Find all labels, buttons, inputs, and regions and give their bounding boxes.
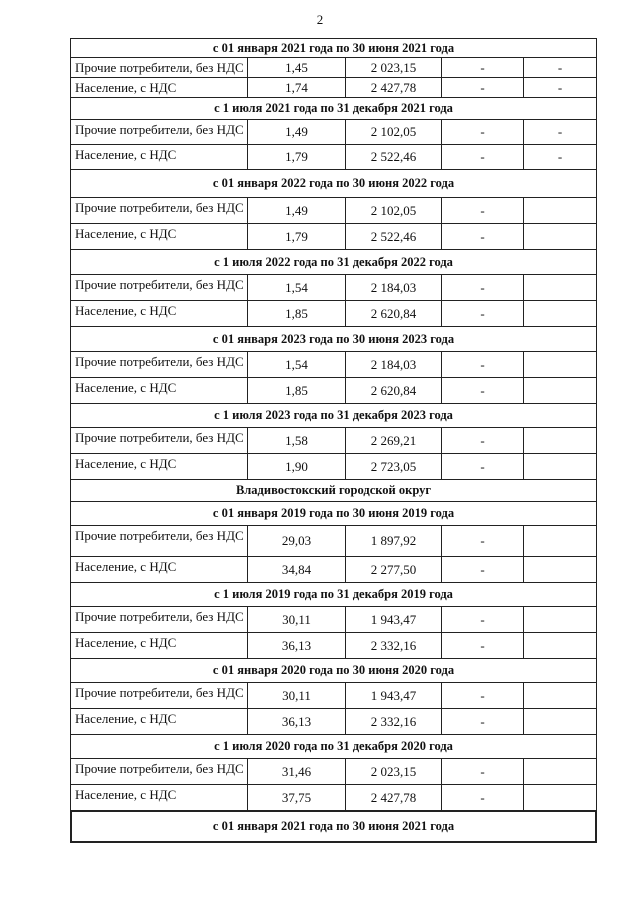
table-row: [70, 785, 597, 811]
rate-value: 36,13: [248, 709, 346, 734]
table-row: [70, 454, 597, 480]
period-header: с 1 июля 2021 года по 31 декабря 2021 года: [70, 98, 597, 120]
extra-cell: [524, 275, 596, 300]
table-row: [70, 275, 597, 301]
rate-value: 1,54: [248, 275, 346, 300]
tariff-value: 2 277,50: [346, 557, 442, 582]
table-row: [70, 352, 597, 378]
tariff-value: 2 427,78: [346, 785, 442, 810]
extra-cell: [524, 557, 596, 582]
dash-cell: -: [442, 428, 524, 453]
dash-cell: -: [442, 526, 524, 556]
dash-cell: -: [442, 759, 524, 784]
extra-cell: [524, 526, 596, 556]
rate-value: 30,11: [248, 683, 346, 708]
rate-value: 1,79: [248, 224, 346, 249]
consumer-label: Прочие потребители, без НДС: [71, 352, 248, 377]
rate-value: 1,90: [248, 454, 346, 479]
period-header: с 01 января 2022 года по 30 июня 2022 года: [70, 170, 597, 198]
rate-value: 31,46: [248, 759, 346, 784]
consumer-label: Прочие потребители, без НДС: [71, 759, 248, 784]
tariff-value: 2 522,46: [346, 145, 442, 169]
consumer-label: Население, с НДС: [71, 454, 248, 479]
rate-value: 1,49: [248, 198, 346, 223]
consumer-label: Население, с НДС: [71, 301, 248, 326]
dash-cell: -: [442, 785, 524, 810]
tariff-value: 2 184,03: [346, 352, 442, 377]
rate-value: 1,58: [248, 428, 346, 453]
tariff-value: 2 332,16: [346, 709, 442, 734]
table-row: [70, 633, 597, 659]
period-header: с 01 января 2019 года по 30 июня 2019 года: [70, 502, 597, 526]
extra-cell: [524, 198, 596, 223]
rate-value: 1,85: [248, 378, 346, 403]
dash-cell: -: [442, 58, 524, 77]
tariff-value: 1 943,47: [346, 683, 442, 708]
tariff-value: 2 023,15: [346, 58, 442, 77]
period-header: с 01 января 2021 года по 30 июня 2021 года: [70, 811, 597, 843]
dash-cell: -: [442, 709, 524, 734]
period-header: с 01 января 2020 года по 30 июня 2020 года: [70, 659, 597, 683]
tariff-value: 2 723,05: [346, 454, 442, 479]
consumer-label: Прочие потребители, без НДС: [71, 275, 248, 300]
tariff-value: 2 102,05: [346, 120, 442, 144]
table-row: [70, 198, 597, 224]
table-row: [70, 58, 597, 78]
consumer-label: Население, с НДС: [71, 557, 248, 582]
consumer-label: Прочие потребители, без НДС: [71, 683, 248, 708]
consumer-label: Прочие потребители, без НДС: [71, 198, 248, 223]
dash-cell: -: [442, 198, 524, 223]
tariff-value: 2 332,16: [346, 633, 442, 658]
consumer-label: Прочие потребители, без НДС: [71, 428, 248, 453]
extra-cell: [524, 301, 596, 326]
extra-cell: [524, 352, 596, 377]
extra-cell: [524, 378, 596, 403]
dash-cell: -: [442, 683, 524, 708]
table-row: [70, 683, 597, 709]
table-row: [70, 607, 597, 633]
rate-value: 1,74: [248, 78, 346, 97]
extra-cell: [524, 607, 596, 632]
consumer-label: Прочие потребители, без НДС: [71, 526, 248, 556]
dash-cell: -: [442, 454, 524, 479]
extra-cell: [524, 454, 596, 479]
rate-value: 30,11: [248, 607, 346, 632]
page-number: 2: [316, 12, 324, 27]
consumer-label: Прочие потребители, без НДС: [71, 607, 248, 632]
table-row: [70, 428, 597, 454]
dash-cell: -: [442, 145, 524, 169]
table-row: [70, 301, 597, 327]
dash-cell: -: [442, 120, 524, 144]
table-row: [70, 759, 597, 785]
extra-cell: [524, 759, 596, 784]
extra-cell: -: [557, 124, 563, 139]
tariff-value: 2 269,21: [346, 428, 442, 453]
extra-cell: -: [557, 149, 563, 164]
dash-cell: -: [442, 557, 524, 582]
consumer-label: Население, с НДС: [71, 709, 248, 734]
table-row: [70, 145, 597, 170]
dash-cell: -: [442, 633, 524, 658]
extra-cell: -: [557, 59, 563, 75]
rate-value: 36,13: [248, 633, 346, 658]
table-row: [70, 557, 597, 583]
dash-cell: -: [442, 78, 524, 97]
extra-cell: [524, 428, 596, 453]
period-header: с 1 июля 2022 года по 31 декабря 2022 года: [70, 250, 597, 275]
table-row: [70, 120, 597, 145]
rate-value: 1,79: [248, 145, 346, 169]
dash-cell: -: [442, 301, 524, 326]
period-header: с 01 января 2021 года по 30 июня 2021 года: [70, 38, 597, 58]
extra-cell: [524, 224, 596, 249]
table-row: [70, 224, 597, 250]
dash-cell: -: [442, 275, 524, 300]
period-header: Владивостокский городской округ: [70, 480, 597, 502]
dash-cell: -: [442, 224, 524, 249]
consumer-label: Население, с НДС: [71, 785, 248, 810]
extra-cell: [524, 709, 596, 734]
tariff-value: 2 522,46: [346, 224, 442, 249]
table-row: [70, 378, 597, 404]
rate-value: 1,45: [248, 58, 346, 77]
tariff-value: 2 184,03: [346, 275, 442, 300]
consumer-label: Прочие потребители, без НДС: [71, 58, 248, 77]
dash-cell: -: [442, 607, 524, 632]
table-row: [70, 709, 597, 735]
rate-value: 37,75: [248, 785, 346, 810]
period-header: с 1 июля 2019 года по 31 декабря 2019 года: [70, 583, 597, 607]
extra-cell: [524, 683, 596, 708]
tariff-value: 2 023,15: [346, 759, 442, 784]
consumer-label: Прочие потребители, без НДС: [71, 120, 248, 144]
rate-value: 1,85: [248, 301, 346, 326]
period-header: с 1 июля 2023 года по 31 декабря 2023 года: [70, 404, 597, 428]
consumer-label: Население, с НДС: [71, 78, 248, 97]
rate-value: 1,49: [248, 120, 346, 144]
extra-cell: -: [557, 79, 563, 95]
dash-cell: -: [442, 352, 524, 377]
extra-cell: [524, 785, 596, 810]
consumer-label: Население, с НДС: [71, 633, 248, 658]
rate-value: 1,54: [248, 352, 346, 377]
rate-value: 34,84: [248, 557, 346, 582]
period-header: с 01 января 2023 года по 30 июня 2023 года: [70, 327, 597, 352]
tariff-value: 2 620,84: [346, 301, 442, 326]
extra-cell: [524, 633, 596, 658]
tariff-value: 1 897,92: [346, 526, 442, 556]
period-header: с 1 июля 2020 года по 31 декабря 2020 года: [70, 735, 597, 759]
dash-cell: -: [442, 378, 524, 403]
consumer-label: Население, с НДС: [71, 378, 248, 403]
tariff-value: 2 620,84: [346, 378, 442, 403]
table-row: [70, 78, 597, 98]
table-row: [70, 526, 597, 557]
rate-value: 29,03: [248, 526, 346, 556]
tariff-table: [70, 38, 597, 843]
consumer-label: Население, с НДС: [71, 224, 248, 249]
tariff-value: 2 427,78: [346, 78, 442, 97]
tariff-value: 1 943,47: [346, 607, 442, 632]
tariff-value: 2 102,05: [346, 198, 442, 223]
consumer-label: Население, с НДС: [71, 145, 248, 169]
